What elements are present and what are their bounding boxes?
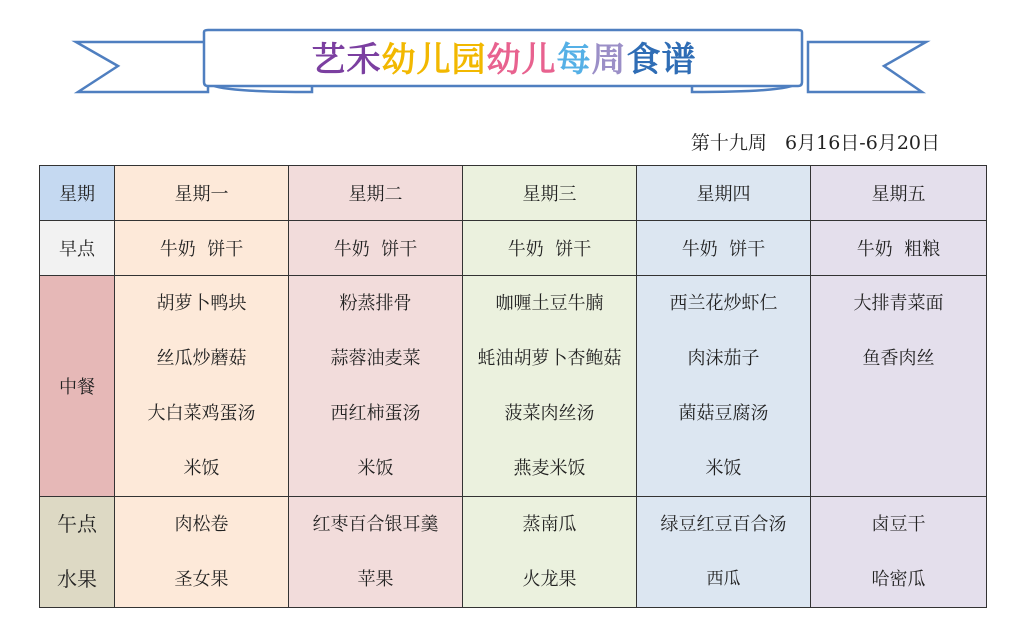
snack-item: 肉松卷 bbox=[174, 514, 229, 535]
dish-item: 菌菇豆腐汤 bbox=[678, 403, 769, 424]
day-header-wed: 星期三 bbox=[463, 166, 637, 221]
dish-item: 米饭 bbox=[183, 458, 220, 479]
breakfast-wed: 牛奶 饼干 bbox=[463, 221, 637, 276]
lunch-wed bbox=[463, 276, 637, 497]
page-title bbox=[210, 30, 798, 82]
breakfast-mon: 牛奶 饼干 bbox=[115, 221, 289, 276]
dish-item: 米饭 bbox=[705, 458, 742, 479]
fruit-item: 苹果 bbox=[357, 569, 394, 590]
afternoon-fri bbox=[811, 497, 987, 608]
afternoon-wed bbox=[463, 497, 637, 608]
title-segment: 食谱 bbox=[626, 39, 697, 80]
day-header-thu: 星期四 bbox=[637, 166, 811, 221]
lunch-thu bbox=[637, 276, 811, 497]
dish-item: 大白菜鸡蛋汤 bbox=[147, 403, 256, 424]
dish-item: 胡萝卜鸭块 bbox=[156, 293, 247, 314]
dish-item: 西红柿蛋汤 bbox=[330, 403, 421, 424]
lunch-tue bbox=[289, 276, 463, 497]
dish-item: 肉沫茄子 bbox=[687, 348, 760, 369]
dish-item: 蚝油胡萝卜杏鲍菇 bbox=[477, 348, 622, 369]
breakfast-tue: 牛奶 饼干 bbox=[289, 221, 463, 276]
dish-item: 丝瓜炒蘑菇 bbox=[156, 348, 247, 369]
dish-item: 蒜蓉油麦菜 bbox=[330, 348, 421, 369]
fruit-item: 圣女果 bbox=[174, 569, 229, 590]
breakfast-label: 早点 bbox=[40, 221, 115, 276]
dish-item: 鱼香肉丝 bbox=[862, 348, 935, 369]
corner-header: 星期 bbox=[40, 166, 115, 221]
lunch-row bbox=[40, 276, 987, 497]
snack-item: 红枣百合银耳羹 bbox=[312, 514, 439, 535]
day-header-tue: 星期二 bbox=[289, 166, 463, 221]
dish-item: 粉蒸排骨 bbox=[339, 293, 412, 314]
dish-item: 咖喱土豆牛腩 bbox=[495, 293, 604, 314]
title-segment: 艺禾 bbox=[311, 39, 382, 80]
afternoon-thu bbox=[637, 497, 811, 608]
dish-item: 燕麦米饭 bbox=[513, 458, 586, 479]
title-segment: 每 bbox=[556, 39, 592, 80]
dish-item: 大排青菜面 bbox=[853, 293, 944, 314]
afternoon-tue bbox=[289, 497, 463, 608]
snack-label: 午点 bbox=[57, 512, 97, 536]
afternoon-row bbox=[40, 497, 987, 608]
dish-item bbox=[811, 441, 986, 496]
breakfast-fri: 牛奶 粗粮 bbox=[811, 221, 987, 276]
dish-item bbox=[811, 386, 986, 441]
dish-item: 米饭 bbox=[357, 458, 394, 479]
snack-item: 蒸南瓜 bbox=[522, 514, 577, 535]
day-header-fri: 星期五 bbox=[811, 166, 987, 221]
dish-item: 西兰花炒虾仁 bbox=[669, 293, 778, 314]
afternoon-mon bbox=[115, 497, 289, 608]
weekday-row bbox=[40, 166, 987, 221]
breakfast-row bbox=[40, 221, 987, 276]
dish-item: 菠菜肉丝汤 bbox=[504, 403, 595, 424]
fruit-item: 西瓜 bbox=[706, 569, 741, 589]
afternoon-label-cell bbox=[40, 497, 115, 608]
lunch-label: 中餐 bbox=[40, 276, 115, 497]
menu-table bbox=[39, 165, 987, 608]
fruit-item: 火龙果 bbox=[522, 569, 577, 590]
title-segment: 幼儿 bbox=[486, 39, 557, 80]
lunch-mon bbox=[115, 276, 289, 497]
fruit-label: 水果 bbox=[57, 567, 97, 591]
day-header-mon: 星期一 bbox=[115, 166, 289, 221]
title-segment: 幼儿园 bbox=[381, 39, 487, 80]
fruit-item: 哈密瓜 bbox=[871, 569, 926, 590]
title-banner bbox=[0, 0, 1016, 110]
title-segment: 周 bbox=[591, 39, 627, 80]
snack-item: 卤豆干 bbox=[871, 514, 926, 535]
lunch-fri bbox=[811, 276, 987, 497]
week-label: 第十九周 6月16日-6月20日 bbox=[690, 132, 940, 154]
snack-item: 绿豆红豆百合汤 bbox=[660, 514, 787, 535]
breakfast-thu: 牛奶 饼干 bbox=[637, 221, 811, 276]
